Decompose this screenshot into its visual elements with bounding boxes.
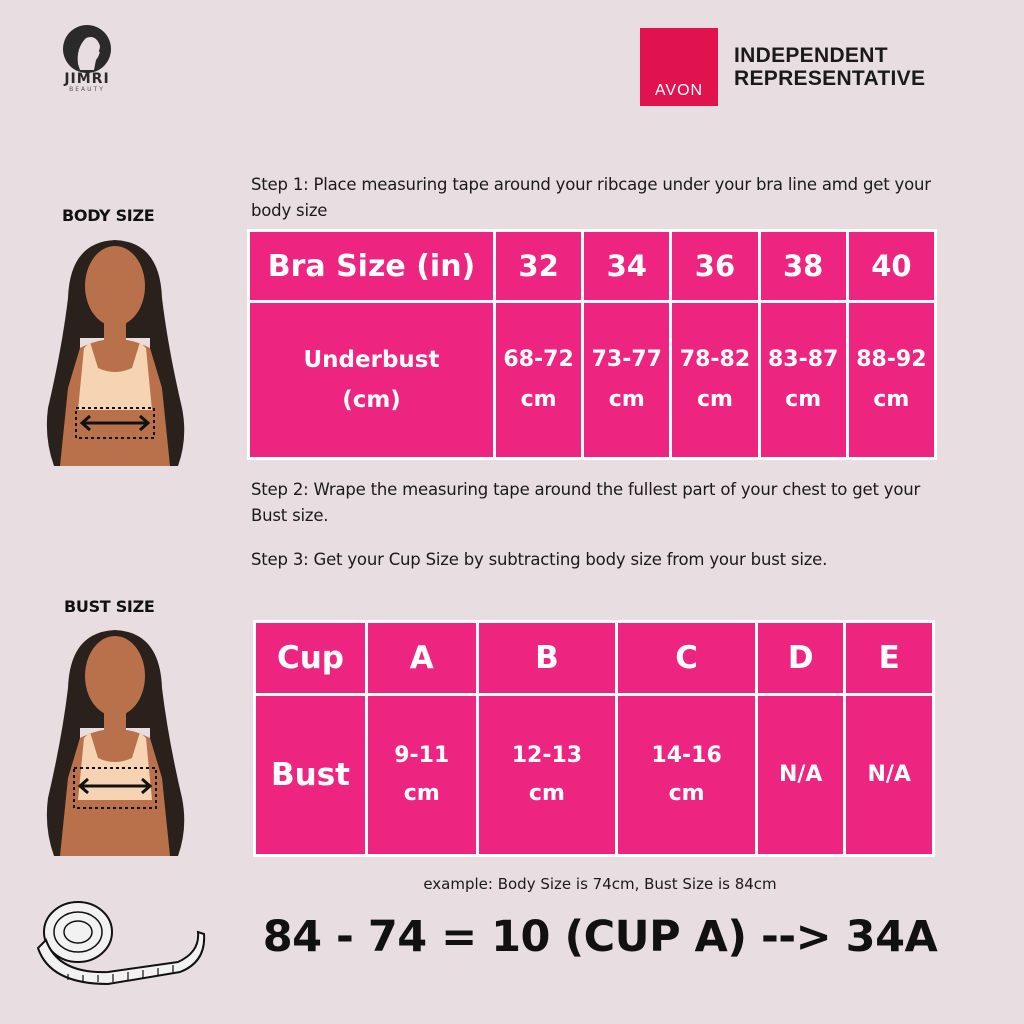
bust-cell — [845, 695, 934, 856]
bra-size-cell: 32 — [495, 231, 583, 302]
cup-cell: B — [477, 622, 617, 695]
bra-size-cell: 38 — [759, 231, 847, 302]
cup-cell: E — [845, 622, 934, 695]
underbust-cell — [847, 302, 935, 459]
underbust-unit: cm — [785, 387, 822, 412]
underbust-cell — [583, 302, 671, 459]
underbust-range: 78-82 — [679, 347, 751, 372]
bust-unit: cm — [668, 781, 705, 806]
cup-header-row — [255, 622, 934, 695]
bust-cell — [617, 695, 757, 856]
bust-range: 9-11 — [394, 743, 450, 768]
avon-logo-text: AVON — [654, 82, 704, 99]
body-size-label: BODY SIZE — [62, 206, 155, 225]
cup-cell: D — [756, 622, 845, 695]
jimri-brand-name: JIMRI — [64, 71, 110, 87]
avon-representative — [734, 44, 925, 90]
underbust-cell — [671, 302, 759, 459]
bust-range: 14-16 — [651, 743, 722, 768]
bust-size-label: BUST SIZE — [64, 597, 155, 616]
avon-rep-line2: REPRESENTATIVE — [734, 67, 926, 90]
underbust-cell — [759, 302, 847, 459]
underbust-range: 88-92 — [856, 347, 927, 372]
bust-cell — [756, 695, 845, 856]
bust-size-illustration-icon — [40, 628, 190, 858]
underbust-range: 73-77 — [591, 347, 662, 372]
underbust-unit: cm — [520, 387, 557, 412]
bra-size-header-row — [249, 231, 936, 302]
bra-size-cell: 40 — [847, 231, 935, 302]
step-1-text: Step 1: Place measuring tape around your ribcage under your bra line amd get your body size — [251, 175, 931, 220]
underbust-unit: cm — [873, 387, 910, 412]
underbust-range: 68-72 — [503, 347, 574, 372]
example-equation: 84 - 74 = 10 (CUP A) --> 34A — [262, 912, 938, 962]
bust-range: 12-13 — [511, 743, 583, 768]
jimri-brand-sub: BEAUTY — [69, 86, 105, 93]
bust-cell — [477, 695, 617, 856]
jimri-woman-silhouette-icon — [60, 24, 114, 74]
bust-row — [255, 695, 934, 856]
avon-logo — [640, 28, 718, 106]
cup-size-table — [253, 620, 935, 857]
bust-label: Bust — [255, 695, 367, 856]
jimri-logo — [52, 24, 122, 104]
bust-unit: cm — [403, 781, 440, 806]
bust-range: N/A — [778, 762, 823, 787]
underbust-label-line1: Underbust — [303, 347, 440, 373]
bust-range: N/A — [867, 762, 911, 787]
cup-cell: A — [367, 622, 478, 695]
step-3-text: Step 3: Get your Cup Size by subtracting body size from your bust size. — [251, 550, 828, 569]
bust-unit: cm — [528, 781, 565, 806]
underbust-label — [249, 302, 495, 459]
bust-cell — [367, 695, 478, 856]
underbust-range: 83-87 — [767, 347, 839, 372]
bra-size-cell: 34 — [583, 231, 671, 302]
underbust-cell — [495, 302, 583, 459]
cup-header-label: Cup — [255, 622, 367, 695]
avon-rep-line1: INDEPENDENT — [734, 44, 888, 67]
underbust-label-line2: (cm) — [342, 387, 401, 413]
bra-size-header-label: Bra Size (in) — [249, 231, 495, 302]
step-2-text: Step 2: Wrape the measuring tape around the fullest part of your chest to get your Bust size. — [251, 480, 921, 525]
bra-size-cell: 36 — [671, 231, 759, 302]
measuring-tape-icon — [28, 892, 206, 992]
cup-cell: C — [617, 622, 757, 695]
underbust-unit: cm — [608, 387, 645, 412]
body-size-illustration-icon — [40, 238, 190, 468]
underbust-unit: cm — [696, 387, 733, 412]
example-text: example: Body Size is 74cm, Bust Size is 84cm — [423, 875, 777, 893]
underbust-row — [249, 302, 936, 459]
bra-size-table — [247, 229, 937, 460]
